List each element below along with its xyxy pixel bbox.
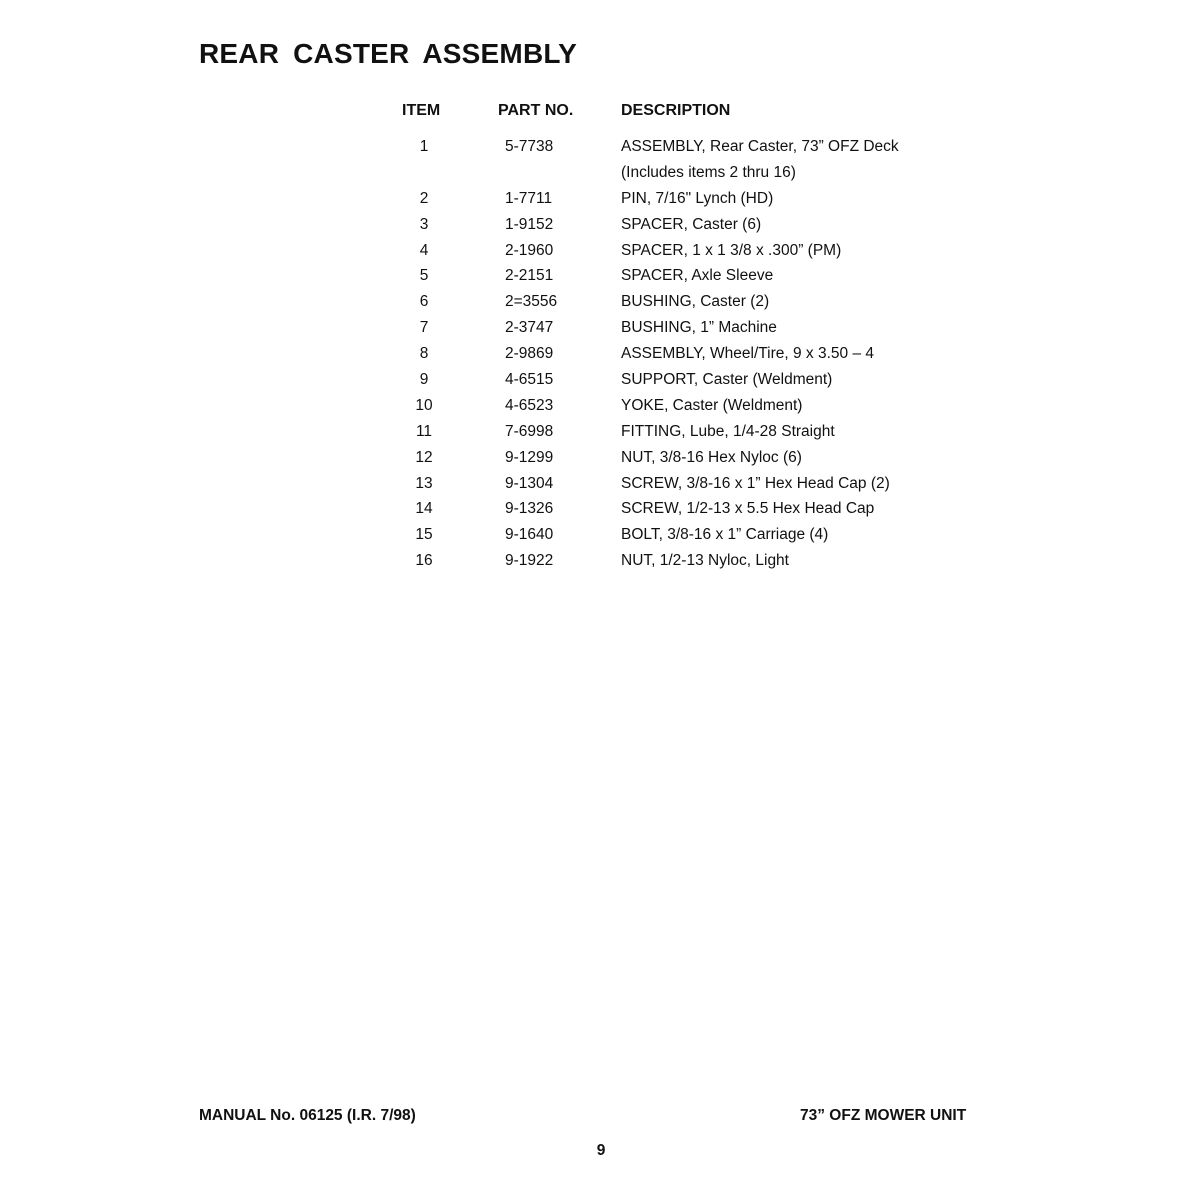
part-number: 2-3747 — [505, 319, 554, 337]
table-row — [0, 317, 1200, 343]
part-description: ASSEMBLY, Wheel/Tire, 9 x 3.50 – 4 — [621, 345, 875, 363]
table-row — [0, 473, 1200, 499]
item-number: 12 — [415, 448, 433, 466]
part-number: 9-1304 — [505, 474, 554, 492]
part-description: SCREW, 3/8-16 x 1” Hex Head Cap (2) — [621, 474, 890, 492]
item-number: 11 — [415, 422, 433, 440]
part-number: 9-1640 — [505, 526, 554, 544]
table-header — [0, 102, 1200, 124]
header-item: ITEM — [402, 102, 441, 119]
table-row — [0, 291, 1200, 317]
table-row — [0, 214, 1200, 240]
table-row — [0, 188, 1200, 214]
part-description: BUSHING, 1” Machine — [621, 319, 777, 337]
item-number: 15 — [415, 526, 433, 544]
table-row — [0, 395, 1200, 421]
part-number: 9-1922 — [505, 552, 554, 570]
part-number: 1-7711 — [505, 189, 553, 207]
table-row — [0, 524, 1200, 550]
item-number: 13 — [415, 474, 433, 492]
item-number: 6 — [419, 293, 429, 311]
manual-number: MANUAL No. 06125 (I.R. 7/98) — [199, 1107, 416, 1124]
table-row — [0, 240, 1200, 266]
part-description: YOKE, Caster (Weldment) — [621, 396, 803, 414]
table-row — [0, 498, 1200, 524]
part-description: SUPPORT, Caster (Weldment) — [621, 371, 833, 389]
part-number: 1-9152 — [505, 215, 554, 233]
item-number: 1 — [419, 138, 429, 155]
part-description: BUSHING, Caster (2) — [621, 293, 770, 311]
part-number: 2-2151 — [505, 267, 554, 285]
part-number: 2-1960 — [505, 241, 554, 259]
part-description: FITTING, Lube, 1/4-28 Straight — [621, 422, 835, 440]
item-number: 14 — [415, 500, 433, 518]
part-description: SCREW, 1/2-13 x 5.5 Hex Head Cap — [621, 500, 875, 518]
table-row — [0, 162, 1200, 188]
part-description: BOLT, 3/8-16 x 1” Carriage (4) — [621, 526, 829, 544]
part-description: NUT, 3/8-16 Hex Nyloc (6) — [621, 448, 802, 466]
item-number: 9 — [419, 371, 429, 389]
item-number: 8 — [419, 345, 429, 363]
part-number: 4-6523 — [505, 396, 554, 414]
header-part-no: PART NO. — [498, 102, 574, 119]
item-number: 7 — [419, 319, 429, 337]
table-row — [0, 265, 1200, 291]
part-number: 7-6998 — [505, 422, 554, 440]
part-description: NUT, 1/2-13 Nyloc, Light — [621, 552, 789, 570]
part-description: SPACER, Caster (6) — [621, 215, 762, 233]
page-number: 9 — [596, 1142, 606, 1159]
part-number: 9-1299 — [505, 448, 554, 466]
table-row — [0, 550, 1200, 576]
item-number: 2 — [419, 189, 429, 207]
item-number: 5 — [419, 267, 429, 285]
item-number: 4 — [419, 241, 429, 259]
table-row — [0, 136, 1200, 162]
part-number: 4-6515 — [505, 371, 554, 389]
item-number: 3 — [419, 215, 429, 233]
header-description: DESCRIPTION — [621, 102, 731, 119]
part-number: 5-7738 — [505, 138, 554, 155]
part-description: ASSEMBLY, Rear Caster, 73” OFZ Deck — [621, 138, 899, 155]
part-number: 9-1326 — [505, 500, 554, 518]
unit-name: 73” OFZ MOWER UNIT — [800, 1107, 967, 1124]
table-body — [0, 136, 1200, 576]
part-description: SPACER, 1 x 1 3/8 x .300” (PM) — [621, 241, 842, 259]
item-number: 16 — [415, 552, 433, 570]
table-row — [0, 421, 1200, 447]
part-description: (Includes items 2 thru 16) — [621, 163, 796, 181]
item-number: 10 — [415, 396, 433, 414]
part-description: PIN, 7/16" Lynch (HD) — [621, 189, 774, 207]
table-row — [0, 343, 1200, 369]
part-number: 2-9869 — [505, 345, 554, 363]
page-title: REAR CASTER ASSEMBLY — [199, 38, 577, 69]
table-row — [0, 447, 1200, 473]
part-number: 2=3556 — [505, 293, 558, 311]
part-description: SPACER, Axle Sleeve — [621, 267, 774, 285]
table-row — [0, 369, 1200, 395]
